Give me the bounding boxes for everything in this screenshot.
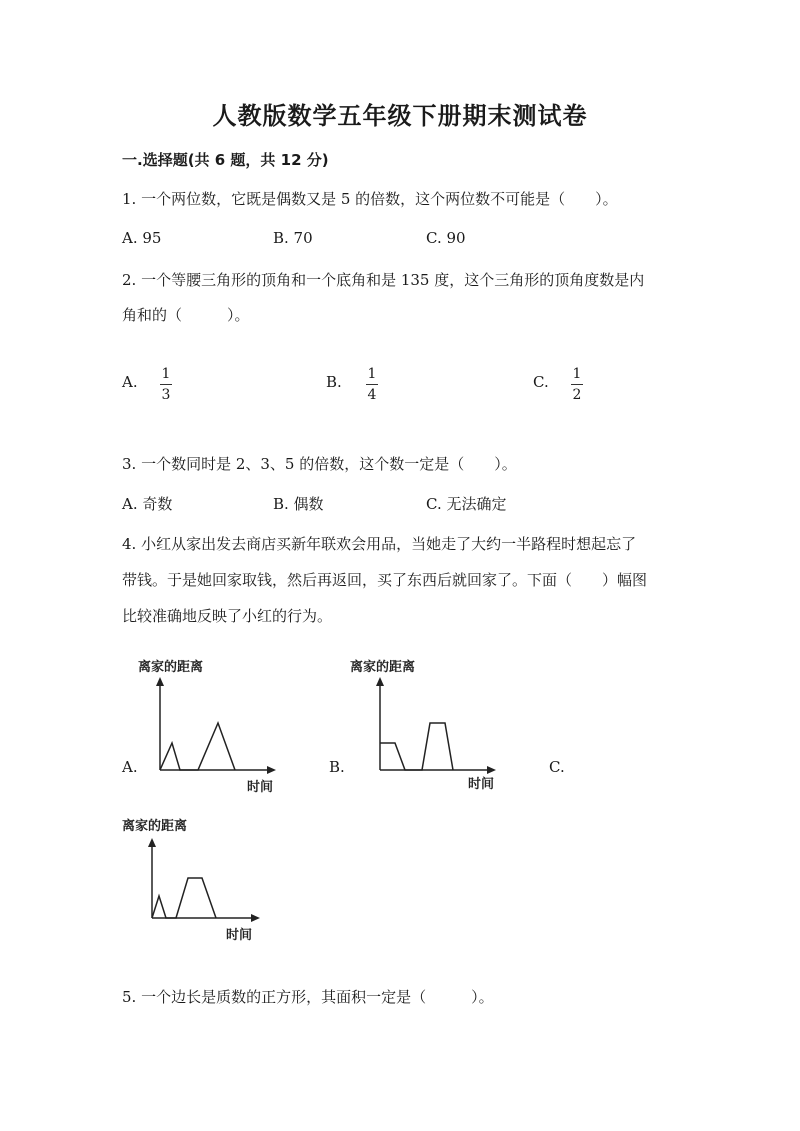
y-axis-arrow-icon <box>376 677 384 686</box>
graph-c-xlabel: 时间 <box>226 928 253 943</box>
q4-option-b[interactable]: B. <box>329 758 345 776</box>
graph-b-ylabel: 离家的距离 <box>350 660 416 675</box>
q3-option-a[interactable]: A. 奇数 <box>122 495 173 513</box>
question-2-line-2: 角和的（ ）。 <box>122 306 250 324</box>
q1-option-c[interactable]: C. 90 <box>426 229 466 247</box>
q1-option-a[interactable]: A. 95 <box>122 229 162 247</box>
graph-a <box>130 655 290 800</box>
graph-a-ylabel: 离家的距离 <box>138 660 204 675</box>
fraction-denominator: 4 <box>367 387 377 403</box>
page-title: 人教版数学五年级下册期末测试卷 <box>212 102 588 130</box>
q2-option-a-fraction <box>160 366 172 403</box>
fraction-denominator: 2 <box>572 387 582 403</box>
question-1: 1. 一个两位数，它既是偶数又是 5 的倍数，这个两位数不可能是（ ）。 <box>122 190 618 208</box>
x-axis-arrow-icon <box>487 766 496 774</box>
fraction-denominator: 3 <box>161 387 171 403</box>
question-5: 5. 一个边长是质数的正方形，其面积一定是（ ）。 <box>122 988 494 1006</box>
fraction-numerator: 1 <box>161 366 171 382</box>
q2-option-c-fraction <box>571 366 583 403</box>
graph-c-line <box>152 878 216 918</box>
q3-option-b[interactable]: B. 偶数 <box>273 495 324 513</box>
graph-a-xlabel: 时间 <box>247 780 274 795</box>
q1-option-b[interactable]: B. 70 <box>273 229 313 247</box>
q2-option-b[interactable]: B. <box>326 373 342 391</box>
q4-option-a[interactable]: A. <box>122 758 138 776</box>
x-axis-arrow-icon <box>251 914 260 922</box>
graph-b-xlabel: 时间 <box>468 777 495 792</box>
fraction-numerator: 1 <box>572 366 582 382</box>
section-heading: 一.选择题(共 6 题，共 12 分) <box>122 151 329 169</box>
fraction-bar <box>571 384 583 385</box>
fraction-bar <box>160 384 172 385</box>
q4-option-c[interactable]: C. <box>549 758 565 776</box>
q2-option-b-fraction <box>366 366 378 403</box>
q3-option-c[interactable]: C. 无法确定 <box>426 495 507 513</box>
graph-b-line <box>380 723 453 770</box>
q2-option-a[interactable]: A. <box>122 373 138 391</box>
question-2-line-1: 2. 一个等腰三角形的顶角和一个底角和是 135 度，这个三角形的顶角度数是内 <box>122 271 645 289</box>
question-4-line-3: 比较准确地反映了小红的行为。 <box>122 607 333 625</box>
fraction-bar <box>366 384 378 385</box>
graph-c-ylabel: 离家的距离 <box>122 819 188 834</box>
y-axis-arrow-icon <box>156 677 164 686</box>
y-axis-arrow-icon <box>148 838 156 847</box>
question-4-line-1: 4. 小红从家出发去商店买新年联欢会用品，当她走了大约一半路程时想起忘了 <box>122 535 637 553</box>
x-axis-arrow-icon <box>267 766 276 774</box>
fraction-numerator: 1 <box>367 366 377 382</box>
question-3: 3. 一个数同时是 2、3、5 的倍数，这个数一定是（ ）。 <box>122 455 517 473</box>
graph-a-line <box>160 723 235 770</box>
question-4-line-2: 带钱。于是她回家取钱，然后再返回，买了东西后就回家了。下面（ ）幅图 <box>122 571 648 589</box>
graph-c <box>122 812 282 957</box>
q2-option-c[interactable]: C. <box>533 373 549 391</box>
graph-b <box>350 655 510 800</box>
